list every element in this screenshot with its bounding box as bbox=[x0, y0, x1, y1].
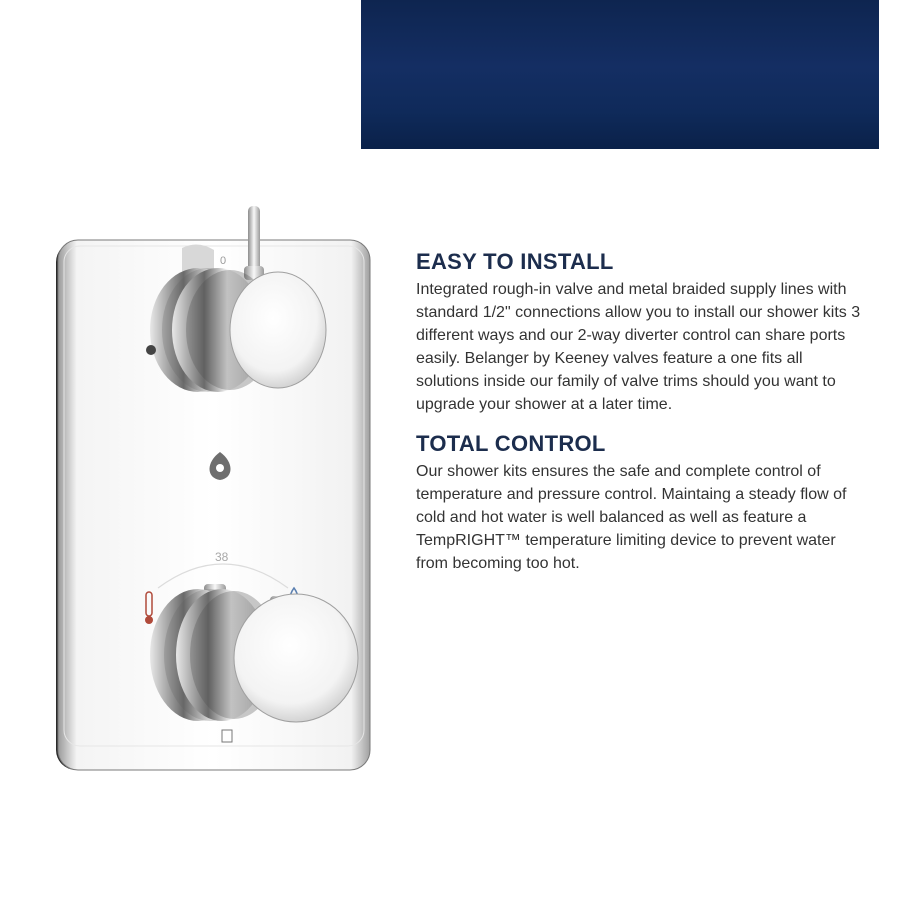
section-body: Our shower kits ensures the safe and complete control of temperature and pressure control. Maintaing a steady flow of cold and hot water is well balanced as well as feature a TempRIGHT™ temperature limiting device to prevent water from becoming too hot. bbox=[416, 463, 847, 572]
section-body: Integrated rough-in valve and metal braided supply lines with standard 1/2" connections allow you to install our shower kits 3 different ways and our 2-way diverter control can share ports easily. Belanger by Keeney valves feature a one fits all solutions inside our family of valve trims should you want to upgrade your shower at a later time. bbox=[416, 281, 861, 413]
section-total-control bbox=[416, 430, 866, 575]
section-heading: EASY TO INSTALL bbox=[416, 249, 614, 274]
shower-valve-trim-image bbox=[48, 200, 378, 780]
svg-text:0: 0 bbox=[220, 255, 227, 267]
temperature-marking: 38 bbox=[215, 550, 229, 564]
feature-copy bbox=[416, 248, 866, 589]
section-easy-to-install bbox=[416, 248, 866, 416]
blue-banner-image bbox=[361, 0, 879, 149]
section-heading: TOTAL CONTROL bbox=[416, 431, 606, 456]
